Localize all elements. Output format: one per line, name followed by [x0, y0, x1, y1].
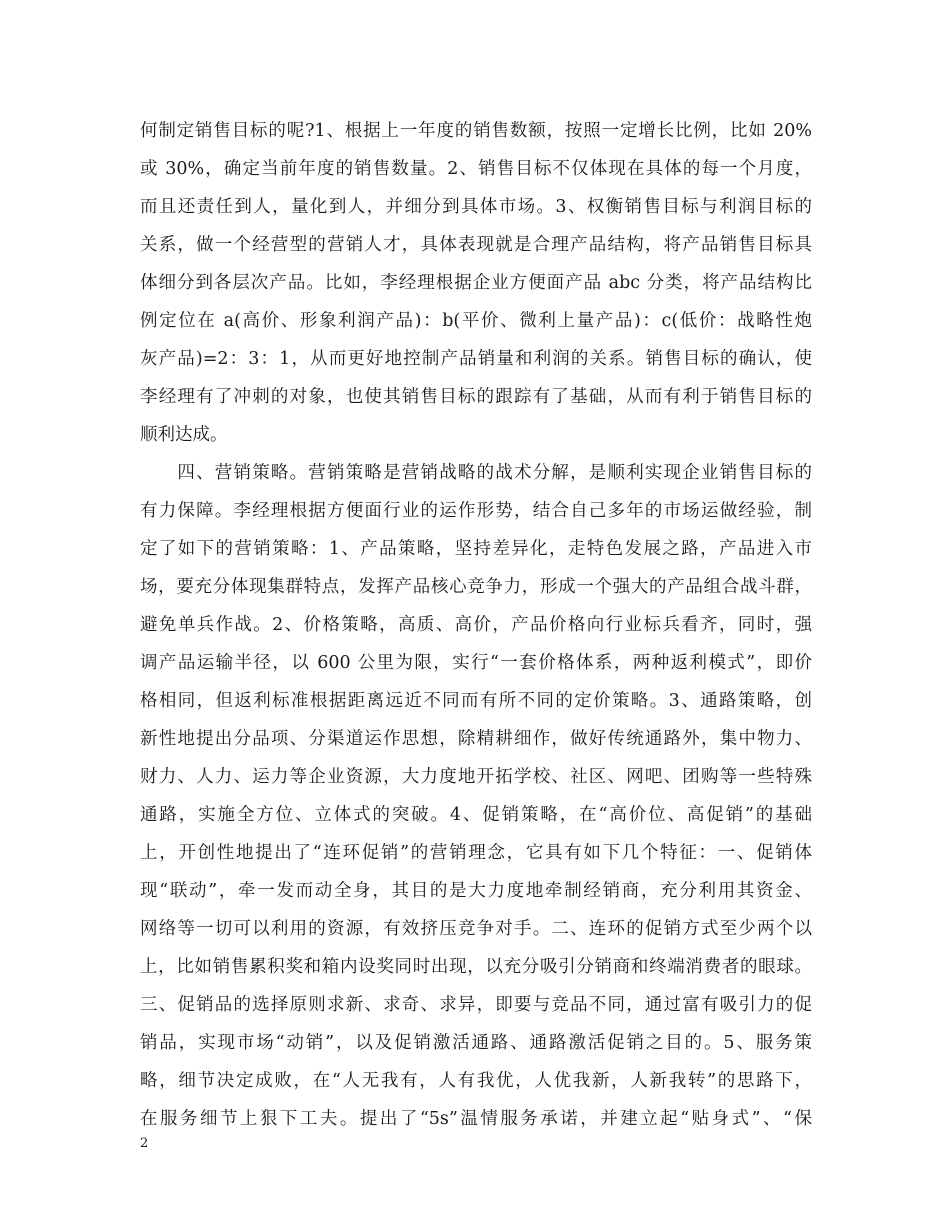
text-line: 新性地提出分品项、分渠道运作思想，除精耕细作，做好传统通路外，集中物力、 — [140, 729, 812, 749]
page-number: 2 — [140, 1136, 149, 1151]
text-line: 何制定销售目标的呢?1、根据上一年度的销售数额，按照一定增长比例，比如 20% — [140, 121, 812, 141]
text-line: 上，比如销售累积奖和箱内设奖同时出现，以充分吸引分销商和终端消费者的眼球。 — [140, 957, 812, 977]
text-line: 四、营销策略。营销策略是营销战略的战术分解，是顺利实现企业销售目标的 — [140, 463, 812, 483]
text-line: 格相同，但返利标准根据距离远近不同而有所不同的定价策略。3、通路策略，创 — [140, 691, 812, 711]
text-line: 三、促销品的选择原则求新、求奇、求异，即要与竞品不同，通过富有吸引力的促 — [140, 995, 812, 1015]
text-line: 调产品运输半径，以 600 公里为限，实行“一套价格体系，两种返利模式”，即价 — [140, 653, 812, 673]
text-line: 销品，实现市场“动销”，以及促销激活通路、通路激活促销之目的。5、服务策 — [140, 1033, 812, 1053]
text-line: 避免单兵作战。2、价格策略，高质、高价，产品价格向行业标兵看齐，同时，强 — [140, 615, 812, 635]
text-line: 网络等一切可以利用的资源，有效挤压竞争对手。二、连环的促销方式至少两个以 — [140, 919, 812, 939]
text-line: 财力、人力、运力等企业资源，大力度地开拓学校、社区、网吧、团购等一些特殊 — [140, 767, 812, 787]
text-line: 或 30%，确定当前年度的销售数量。2、销售目标不仅体现在具体的每一个月度， — [140, 159, 812, 179]
text-line: 略，细节决定成败，在“人无我有，人有我优，人优我新，人新我转”的思路下， — [140, 1071, 812, 1091]
text-line: 通路，实施全方位、立体式的突破。4、促销策略，在“高价位、高促销”的基础 — [140, 805, 812, 825]
text-line: 场，要充分体现集群特点，发挥产品核心竞争力，形成一个强大的产品组合战斗群， — [140, 577, 812, 597]
text-line: 上，开创性地提出了“连环促销”的营销理念，它具有如下几个特征：一、促销体 — [140, 843, 812, 863]
text-line: 关系，做一个经营型的营销人才，具体表现就是合理产品结构，将产品销售目标具 — [140, 235, 812, 255]
text-line: 而且还责任到人，量化到人，并细分到具体市场。3、权衡销售目标与利润目标的 — [140, 197, 812, 217]
body-text — [140, 112, 812, 1138]
text-line: 现“联动”，牵一发而动全身，其目的是大力度地牵制经销商，充分利用其资金、 — [140, 881, 812, 901]
text-line: 有力保障。李经理根据方便面行业的运作形势，结合自己多年的市场运做经验，制 — [140, 501, 812, 521]
text-line: 在服务细节上狠下工夫。提出了“5s”温情服务承诺，并建立起“贴身式”、“保 — [140, 1109, 812, 1129]
text-line: 体细分到各层次产品。比如，李经理根据企业方便面产品 abc 分类，将产品结构比 — [140, 273, 812, 293]
text-line: 李经理有了冲刺的对象，也使其销售目标的跟踪有了基础，从而有利于销售目标的 — [140, 387, 812, 407]
text-line: 定了如下的营销策略：1、产品策略，坚持差异化，走特色发展之路，产品进入市 — [140, 539, 812, 559]
text-line: 例定位在 a(高价、形象利润产品)：b(平价、微利上量产品)：c(低价：战略性炮 — [140, 311, 812, 331]
text-line: 顺利达成。 — [140, 425, 228, 445]
text-line: 灰产品)=2：3：1，从而更好地控制产品销量和利润的关系。销售目标的确认，使 — [140, 349, 812, 369]
